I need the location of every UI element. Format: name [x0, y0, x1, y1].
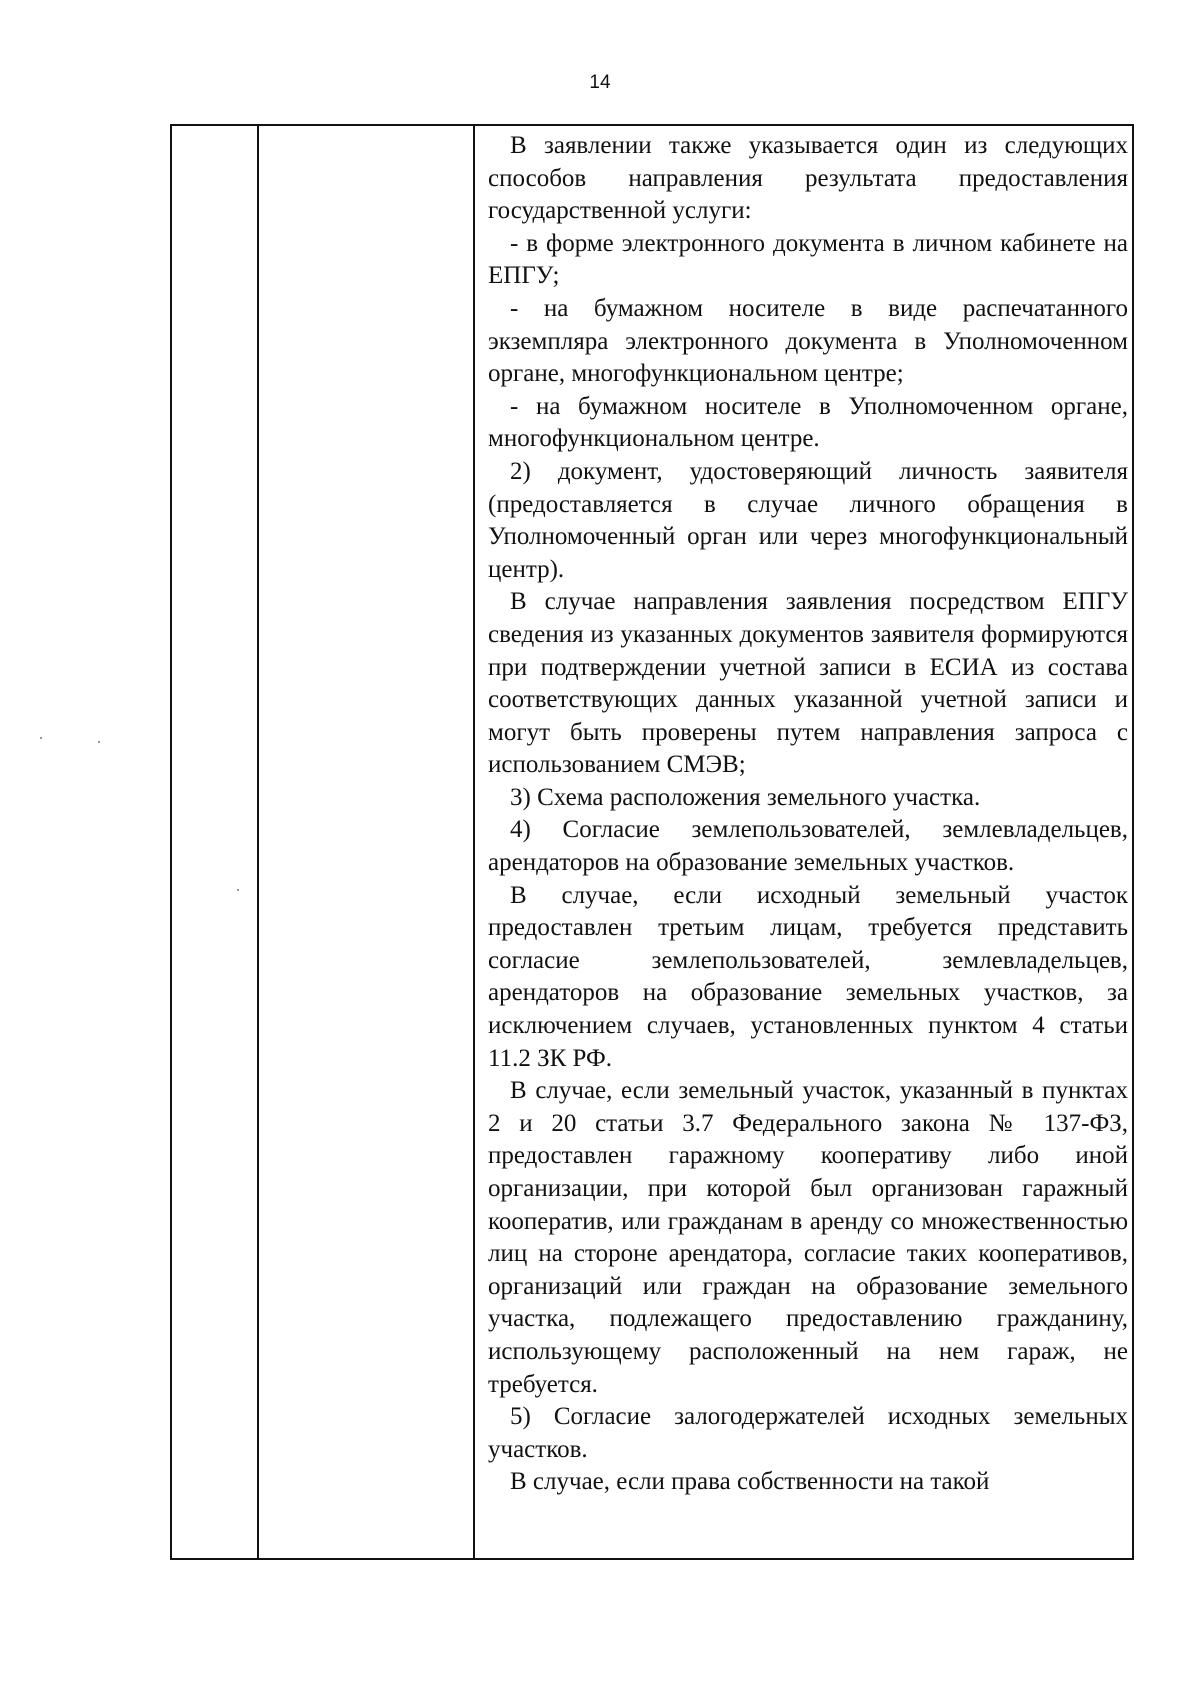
paragraph-item-2: 2) документ, удостоверяющий личность заявителя (предоставляется в случае личного обращения в Уполномоченный орган или через многофункциональный центр).	[488, 457, 1128, 583]
scan-speck	[98, 741, 100, 743]
paragraph-method-paper: - на бумажном носителе в Уполномоченном органе, многофункциональном центре.	[488, 392, 1128, 453]
column-divider-2	[473, 126, 475, 1558]
paragraph-item-4: 4) Согласие землепользователей, землевладельцев, арендаторов на образование земельных участков.	[488, 816, 1128, 877]
paragraph-item-5: 5) Согласие залогодержателей исходных земельных участков.	[488, 1403, 1128, 1463]
paragraph-epgu-case: В случае направления заявления посредством ЕПГУ сведения из указанных документов заявителя формируются при подтверждении учетной записи в ЕСИА из состава соответствующих данных указанной учетной записи и могут быть проверены путем направления запроса с использованием СМЭВ;	[488, 588, 1128, 779]
paragraph-method-intro: В заявлении также указывается один из следующих способов направления результата предоставления государственной услуги:	[488, 132, 1128, 225]
scan-speck	[40, 737, 42, 739]
paragraph-third-parties-case: В случае, если исходный земельный участок предоставлен третьим лицам, требуется представить согласие землепользователей, землевладельцев, арендаторов на образование земельных участков, за исключением случаев, установленных пунктом 4 статьи 11.2 ЗК РФ.	[488, 881, 1128, 1072]
paragraph-garage-case: В случае, если земельный участок, указанный в пунктах 2 и 20 статьи 3.7 Федерального закона № 137-ФЗ, предоставлен гаражному кооперативу либо иной организации, при которой был организован гаражный кооператив, или гражданам в аренду со множественностью лиц на стороне арендатора, согласие таких кооперативов, организаций или граждан на образование земельного участка, подлежащего предоставлению гражданину, использующему расположенный на нем гараж, не требуется.	[488, 1077, 1128, 1398]
paragraph-item-3: 3) Схема расположения земельного участка.	[510, 783, 981, 811]
table-cell-text	[488, 130, 1128, 1558]
paragraph-ownership-case: В случае, если права собственности на такой	[510, 1468, 990, 1496]
paragraph-method-electronic: - в форме электронного документа в личном кабинете на ЕПГУ;	[488, 229, 1128, 290]
column-divider-1	[257, 126, 259, 1558]
paragraph-method-printed: - на бумажном носителе в виде распечатанного экземпляра электронного документа в Уполномоченном органе, многофункциональном центре;	[488, 294, 1128, 388]
scan-speck	[237, 889, 239, 891]
page-number: 14	[589, 72, 611, 93]
document-table	[170, 124, 1134, 1560]
